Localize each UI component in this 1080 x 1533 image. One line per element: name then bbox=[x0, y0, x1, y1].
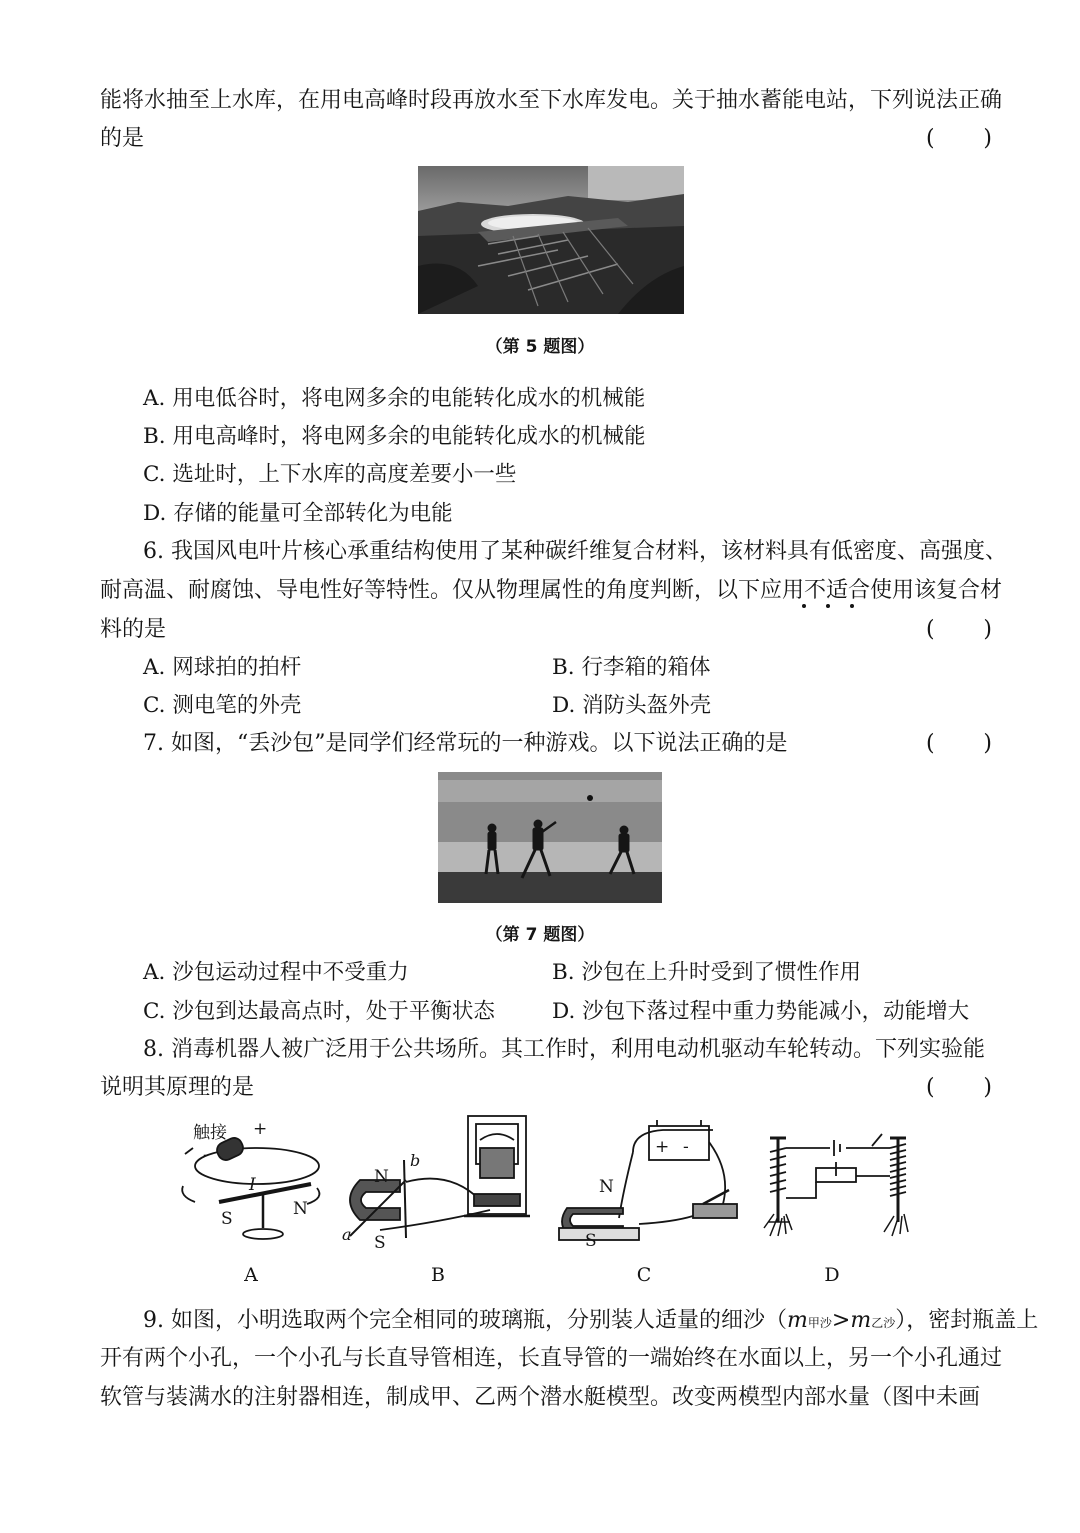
mass-symbol: m bbox=[787, 1308, 808, 1333]
q6-stem-line2: 耐高温、耐腐蚀、导电性好等特性。仅从物理属性的角度判断，以下应用不适合使用该复合材 bbox=[100, 578, 1003, 603]
q6-option-d[interactable]: D. 消防头盔外壳 bbox=[552, 693, 712, 718]
diagram-label-plus: + bbox=[253, 1119, 268, 1139]
diagram-label-plus: + bbox=[655, 1137, 670, 1157]
mass-subscript: 乙沙 bbox=[871, 1316, 896, 1330]
q6-option-a[interactable]: A. 网球拍的拍杆 bbox=[143, 655, 302, 680]
q8-figure-label-d: D bbox=[824, 1264, 840, 1286]
q6-answer-bracket[interactable] bbox=[926, 611, 992, 649]
bracket-close: ) bbox=[983, 731, 992, 756]
q9-stem-line1 bbox=[143, 1302, 1039, 1342]
diagram-label-minus: - bbox=[203, 1145, 209, 1165]
q7-stem-line1: 7. 如图，“丢沙包”是同学们经常玩的一种游戏。以下说法正确的是 bbox=[143, 731, 788, 756]
q8-figure-label-b: B bbox=[431, 1264, 445, 1286]
q6-option-b[interactable]: B. 行李箱的箱体 bbox=[552, 655, 711, 680]
q5-option-c[interactable]: C. 选址时，上下水库的高度差要小一些 bbox=[143, 462, 517, 487]
bracket-close: ) bbox=[983, 617, 992, 642]
diagram-label-south: S bbox=[374, 1233, 386, 1253]
q9-stem-line2: 开有两个小孔，一个小孔与长直导管相连，长直导管的一端始终在水面以上，另一个小孔通过 bbox=[100, 1346, 1003, 1371]
diagram-label-b: b bbox=[410, 1151, 421, 1170]
q5-option-b[interactable]: B. 用电高峰时，将电网多余的电能转化成水的机械能 bbox=[143, 424, 646, 449]
q7-figure-caption: （第 7 题图） bbox=[485, 925, 595, 945]
q8-stem-line1: 8. 消毒机器人被广泛用于公共场所。其工作时，利用电动机驱动车轮转动。下列实验能 bbox=[143, 1037, 985, 1062]
q5-option-d[interactable]: D. 存储的能量可全部转化为电能 bbox=[143, 501, 453, 526]
emphasis-dot bbox=[802, 604, 806, 608]
q5-stem-line1: 能将水抽至上水库，在用电高峰时段再放水至下水库发电。关于抽水蓄能电站，下列说法正确 bbox=[100, 88, 1003, 113]
q8-figure-a-oersted bbox=[175, 1118, 335, 1253]
q8-figure-c-motor bbox=[553, 1112, 753, 1252]
diagram-label-touch: 触接 bbox=[193, 1123, 227, 1143]
q6-stem-line1: 6. 我国风电叶片核心承重结构使用了某种碳纤维复合材料，该材料具有低密度、高强度、 bbox=[143, 539, 1007, 564]
q8-answer-bracket[interactable] bbox=[926, 1069, 992, 1107]
q7-option-c[interactable]: C. 沙包到达最高点时，处于平衡状态 bbox=[143, 999, 495, 1024]
q7-option-b[interactable]: B. 沙包在上升时受到了惯性作用 bbox=[552, 960, 861, 985]
bracket-close: ) bbox=[983, 126, 992, 151]
bracket-open: ( bbox=[926, 617, 935, 642]
diagram-label-south: S bbox=[585, 1231, 597, 1251]
diagram-label-north: N bbox=[293, 1199, 308, 1219]
diagram-label-minus: - bbox=[683, 1137, 689, 1157]
q7-answer-bracket[interactable] bbox=[926, 725, 992, 763]
diagram-label-north: N bbox=[599, 1177, 614, 1197]
bracket-close: ) bbox=[983, 1075, 992, 1100]
q9-stem-line3: 软管与装满水的注射器相连，制成甲、乙两个潜水艇模型。改变两模型内部水量（图中未画 bbox=[100, 1385, 981, 1410]
emphasis-dot bbox=[826, 604, 830, 608]
q7-option-a[interactable]: A. 沙包运动过程中不受重力 bbox=[143, 960, 409, 985]
q5-reservoir-photo bbox=[418, 166, 684, 314]
q6-option-c[interactable]: C. 测电笔的外壳 bbox=[143, 693, 302, 718]
mass-subscript: 甲沙 bbox=[807, 1316, 832, 1330]
q8-stem-line2: 说明其原理的是 bbox=[100, 1075, 255, 1100]
q7-sandbag-game-photo bbox=[438, 772, 662, 903]
bracket-open: ( bbox=[926, 1075, 935, 1100]
diagram-label-current: I bbox=[249, 1175, 256, 1195]
q5-stem-line2: 的是 bbox=[100, 126, 145, 151]
mass-symbol: m bbox=[850, 1308, 872, 1333]
q5-figure-caption: （第 5 题图） bbox=[485, 337, 595, 357]
greater-than: > bbox=[831, 1308, 851, 1333]
q7-option-d[interactable]: D. 沙包下落过程中重力势能减小，动能增大 bbox=[552, 999, 970, 1024]
q8-figure-label-a: A bbox=[244, 1264, 258, 1286]
q5-option-a[interactable]: A. 用电低谷时，将电网多余的电能转化成水的机械能 bbox=[143, 386, 646, 411]
diagram-label-south: S bbox=[221, 1209, 233, 1229]
q9-line1-post: ），密封瓶盖上 bbox=[895, 1308, 1039, 1333]
q8-figure-d-electromagnets bbox=[760, 1118, 920, 1253]
diagram-label-north: N bbox=[374, 1167, 389, 1187]
emphasis-dot bbox=[850, 604, 854, 608]
diagram-label-a: a bbox=[342, 1225, 352, 1244]
q9-line1-pre: 9. 如图，小明选取两个完全相同的玻璃瓶，分别装人适量的细沙（ bbox=[143, 1308, 787, 1333]
q5-answer-bracket[interactable] bbox=[926, 120, 992, 158]
q6-stem-line3: 料的是 bbox=[100, 617, 167, 642]
q8-figure-label-c: C bbox=[636, 1264, 652, 1286]
bracket-open: ( bbox=[926, 731, 935, 756]
q8-figure-b-induction bbox=[340, 1110, 540, 1255]
bracket-open: ( bbox=[926, 126, 935, 151]
